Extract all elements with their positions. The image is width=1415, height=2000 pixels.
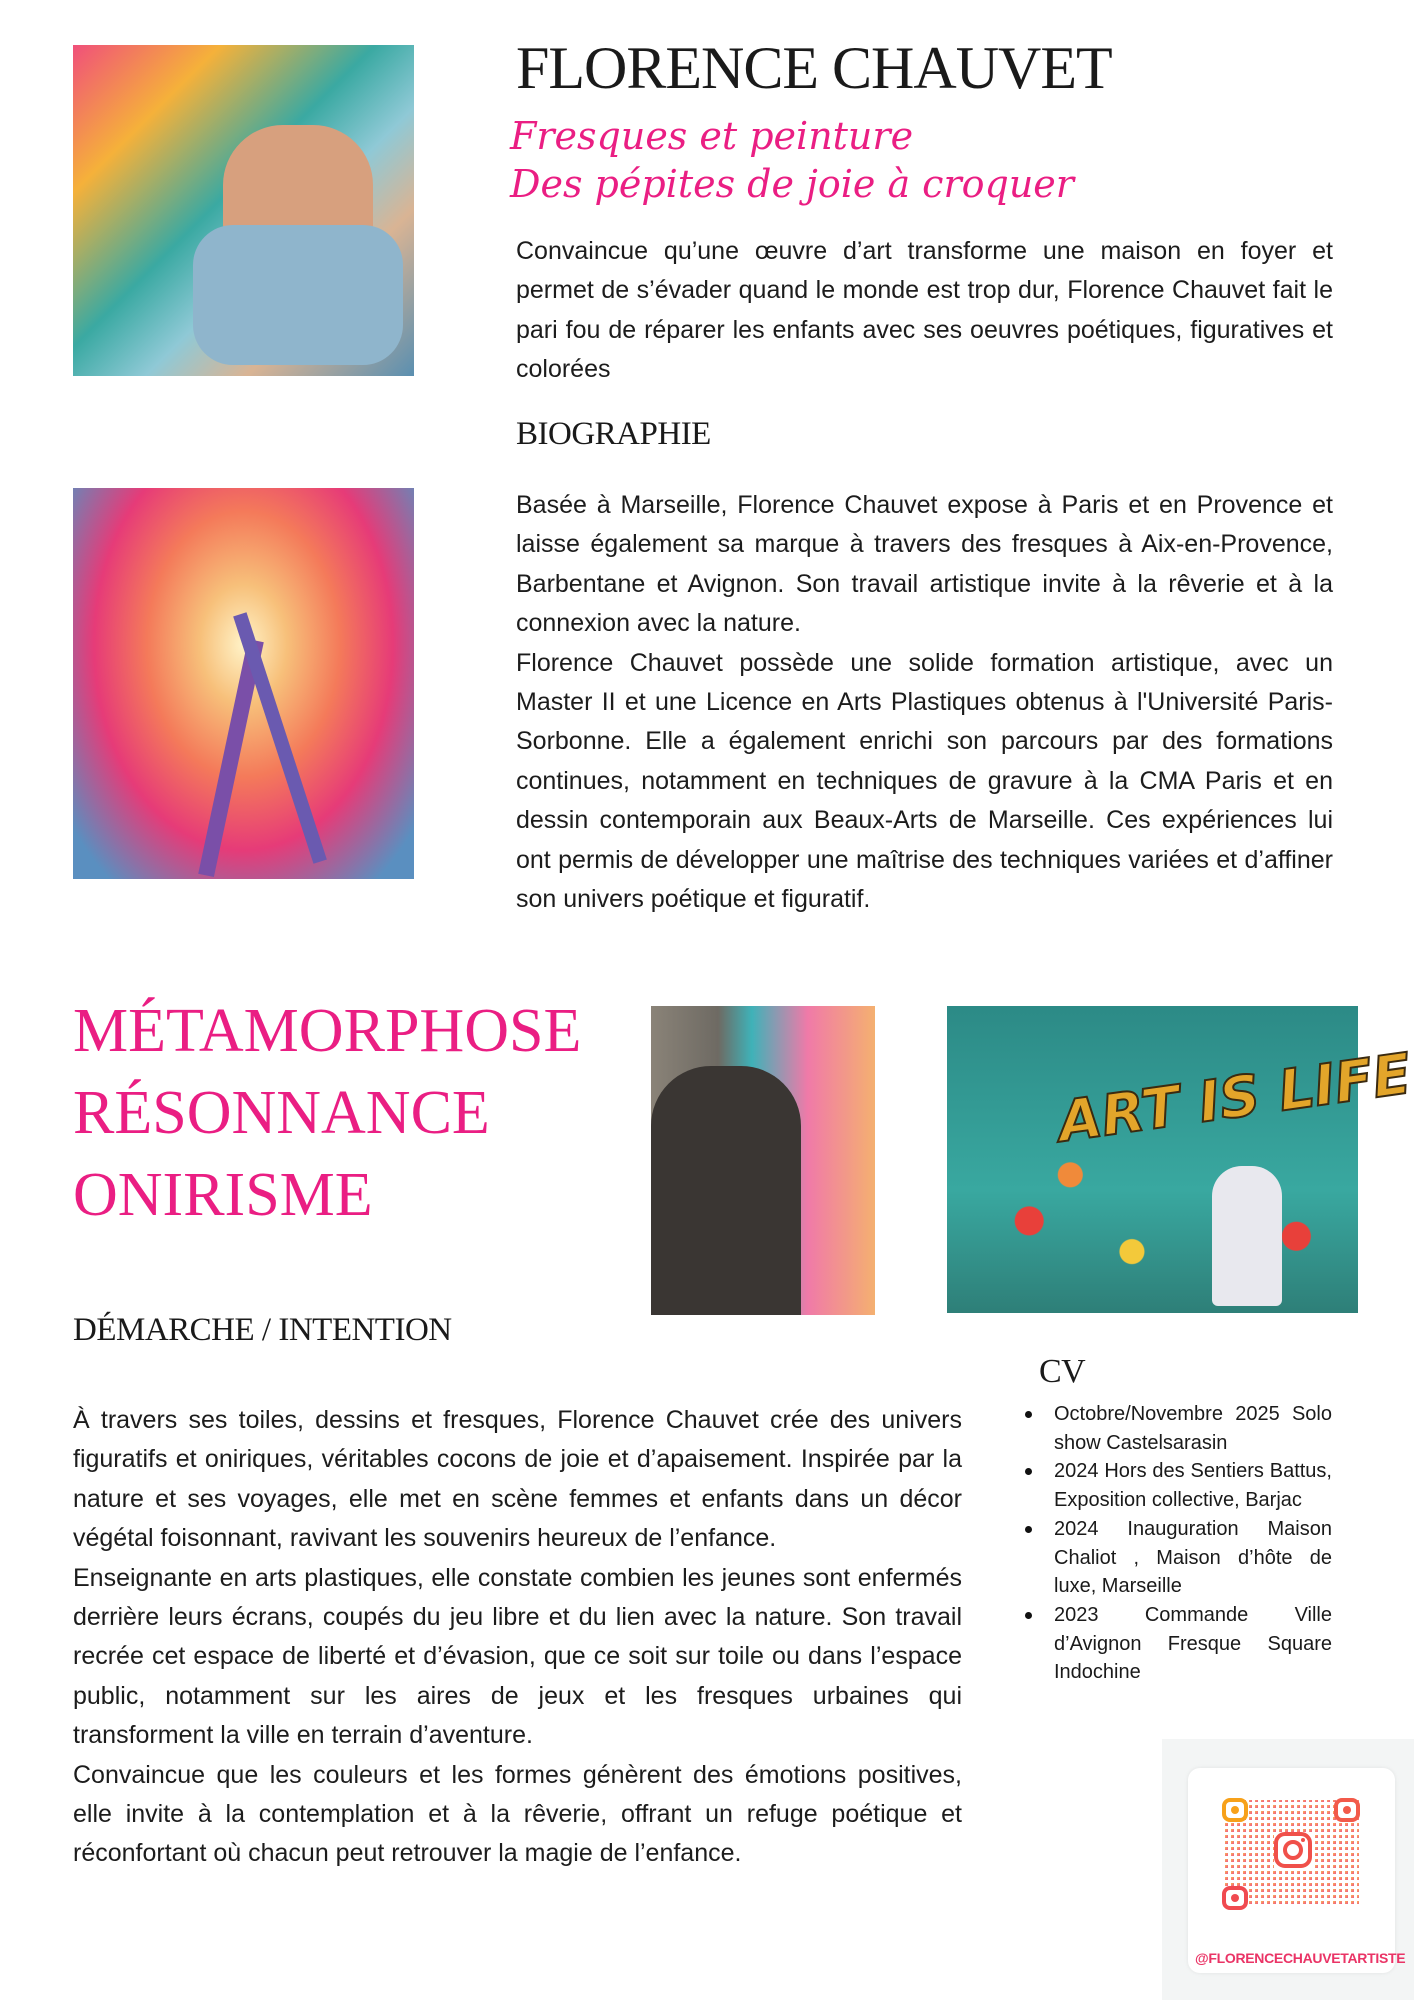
painting-artwork-image: [73, 488, 414, 879]
cv-item: 2024 Inauguration Maison Chaliot , Maison d’hôte de luxe, Marseille: [1025, 1515, 1332, 1601]
tagline-line-1: Fresques et peinture: [510, 114, 914, 158]
cv-item: Octobre/Novembre 2025 Solo show Castelsarasin: [1025, 1400, 1332, 1457]
biography-text: [516, 486, 1333, 919]
cv-list: [1025, 1400, 1332, 1687]
biography-paragraph-2: Florence Chauvet possède une solide formation artistique, avec un Master II et une Licence en Arts Plastiques obtenus à l'Université Paris-Sorbonne. Elle a également enrichi son parcours par des formations continues, notamment en techniques de gravure à la CMA Paris et en dessin contemporain aux Beaux-Arts de Marseille. Ces expériences lui ont permis de développer une maîtrise des techniques variées et d’affiner son univers poétique et figuratif.: [516, 648, 1333, 914]
cv-item: 2023 Commande Ville d’Avignon Fresque Square Indochine: [1025, 1601, 1332, 1687]
art-is-life-mural-photo: [947, 1006, 1415, 1313]
tagline: [510, 112, 1074, 208]
artist-painting-mural-photo: [73, 45, 414, 376]
cv-heading: CV: [1039, 1353, 1086, 1390]
instagram-qr-card[interactable]: [1188, 1768, 1406, 1973]
cv-item: 2024 Hors des Sentiers Battus, Exposition collective, Barjac: [1025, 1457, 1332, 1514]
biography-paragraph-1: Basée à Marseille, Florence Chauvet expose à Paris et en Provence et laisse également sa marque à travers des fresques à Aix-en-Provence, Barbentane et Avignon. Son travail artistique invite à la rêverie et à la connexion avec la nature.: [516, 491, 1333, 638]
approach-text: [73, 1401, 962, 1874]
mural-lettering: ART IS LIFE: [1054, 1041, 1415, 1156]
themes-list: [73, 990, 581, 1236]
qr-code-icon: [1188, 1768, 1395, 1948]
tagline-line-2: Des pépites de joie à croquer: [510, 162, 1074, 206]
approach-heading: DÉMARCHE / INTENTION: [73, 1312, 452, 1348]
theme-item: ONIRISME: [73, 1161, 373, 1229]
instagram-handle[interactable]: @FLORENCECHAUVETARTISTE: [1195, 1950, 1406, 1966]
approach-paragraph-3: Convaincue que les couleurs et les formes génèrent des émotions positives, elle invite à la contemplation et à la rêverie, offrant un refuge poétique et réconfortant où chacun peut retrouver la magie de l’enfance.: [73, 1760, 962, 1868]
approach-paragraph-2: Enseignante en arts plastiques, elle constate combien les jeunes sont enfermés derrière leurs écrans, coupés du jeu libre et du lien avec la nature. Son travail recrée cet espace de liberté et d’évasion, que ce soit sur toile ou dans l’espace public, notamment sur les aires de jeux et les fresques urbaines qui transforment la ville en terrain d’aventure.: [73, 1563, 962, 1750]
intro-paragraph: Convaincue qu’une œuvre d’art transforme une maison en foyer et permet de s’évader quand le monde est trop dur, Florence Chauvet fait le pari fou de réparer les enfants avec ses oeuvres poétiques, figuratives et colorées: [516, 237, 1333, 384]
theme-item: MÉTAMORPHOSE: [73, 997, 582, 1065]
approach-paragraph-1: À travers ses toiles, dessins et fresques, Florence Chauvet crée des univers figuratifs et oniriques, véritables cocons de joie et d’apaisement. Inspirée par la nature et ses voyages, elle met en scène femmes et enfants dans un décor végétal foisonnant, ravivant les souvenirs heureux de l’enfance.: [73, 1406, 962, 1553]
theme-item: RÉSONNANCE: [73, 1079, 490, 1147]
artist-at-canvas-photo: [651, 1006, 875, 1315]
artist-name-title: FLORENCE CHAUVET: [516, 35, 1112, 101]
biography-heading: BIOGRAPHIE: [516, 416, 711, 452]
